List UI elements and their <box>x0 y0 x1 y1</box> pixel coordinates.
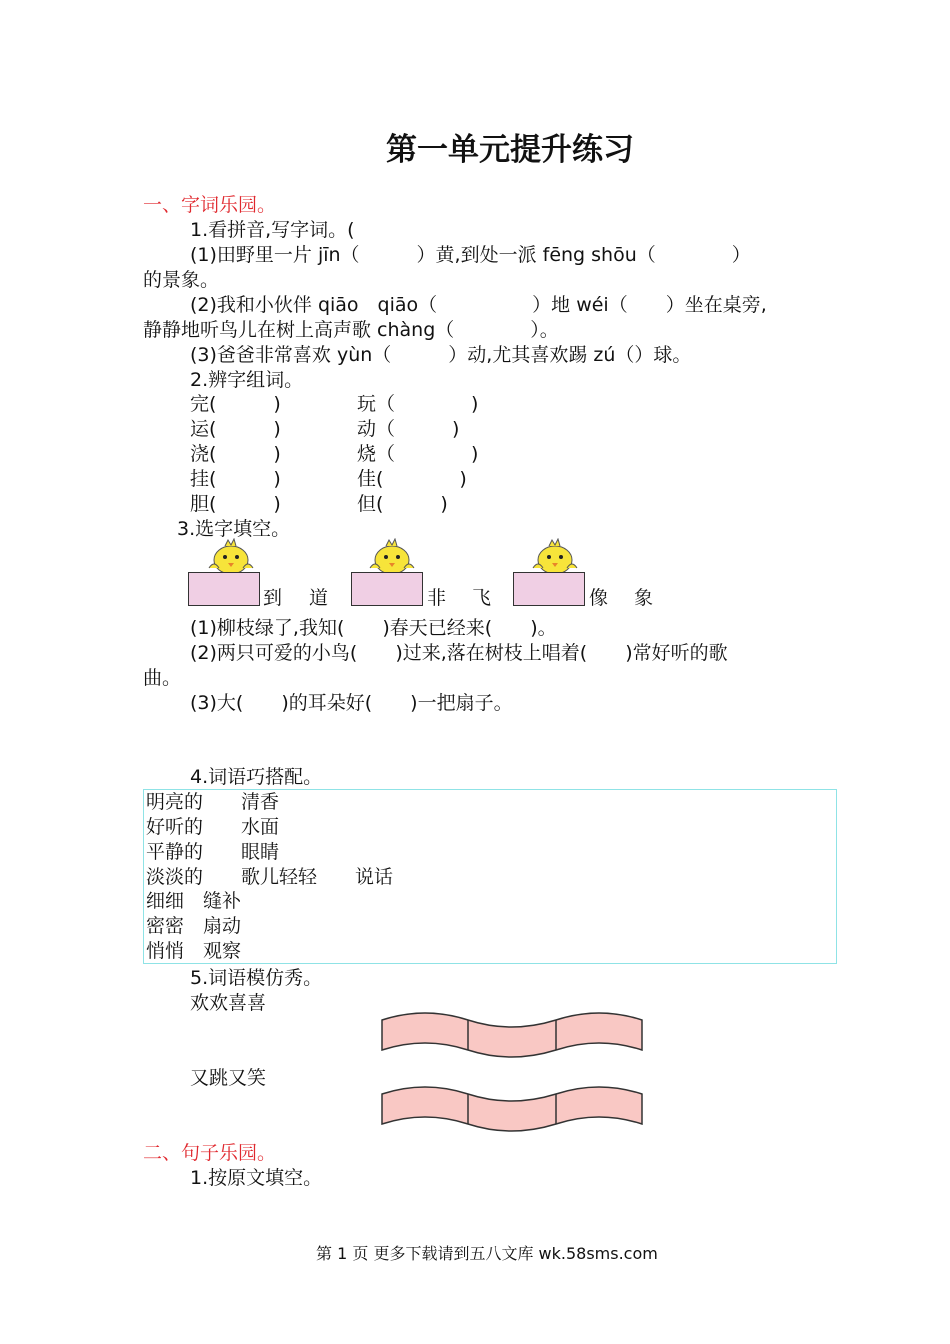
q4-line: 密密 扇动 <box>146 915 242 937</box>
chick-icon <box>527 538 583 574</box>
q4-line: 平静的 眼睛 <box>146 841 280 863</box>
q1-item1: (1)田野里一片 jīn（ ）黄,到处一派 fēng shōu（ ） <box>190 244 751 266</box>
q2-row-left: 运( ) <box>190 418 281 440</box>
q2-row-right: 玩（ ) <box>357 393 479 415</box>
q3-label: 3.选字填空。 <box>177 518 291 540</box>
q4-line: 悄悄 观察 <box>146 940 242 962</box>
q3-choice: 道 <box>309 587 329 609</box>
q1-label: 1.看拼音,写字词。( <box>190 219 355 241</box>
q3-choice: 象 <box>634 587 654 609</box>
chick-icon <box>364 538 420 574</box>
q3-choice: 到 <box>263 587 283 609</box>
answer-banner <box>378 1012 648 1060</box>
q3-choice: 飞 <box>472 587 492 609</box>
q5-word: 又跳又笑 <box>190 1067 267 1089</box>
q4-label: 4.词语巧搭配。 <box>190 766 323 788</box>
q3-item3: (3)大( )的耳朵好( )一把扇子。 <box>190 692 513 714</box>
section1-heading: 一、字词乐园。 <box>143 194 277 216</box>
q2-row-left: 挂( ) <box>190 468 281 490</box>
sign-board <box>513 572 585 606</box>
q3-choice: 非 <box>427 587 447 609</box>
q2-row-right: 佳( ) <box>357 468 467 490</box>
q1-item2-cont: 静静地听鸟儿在树上高声歌 chàng（ ）。 <box>143 319 559 341</box>
page-footer: 第 1 页 更多下载请到五八文库 wk.58sms.com <box>316 1244 658 1263</box>
q2-row-left: 完( ) <box>190 393 281 415</box>
q5-label: 5.词语模仿秀。 <box>190 967 323 989</box>
q3-item2-cont: 曲。 <box>143 667 182 689</box>
q1-item2: (2)我和小伙伴 qiāo qiāo（ ）地 wéi（ ）坐在桌旁, <box>190 294 767 316</box>
q3-choice: 像 <box>589 587 609 609</box>
q4-line: 明亮的 清香 <box>146 791 280 813</box>
page-title: 第一单元提升练习 <box>386 132 634 168</box>
sign-board <box>188 572 260 606</box>
q2-row-right: 烧（ ) <box>357 443 479 465</box>
q4-line: 淡淡的 歌儿轻轻 说话 <box>146 866 394 888</box>
q2-row-left: 浇( ) <box>190 443 281 465</box>
chick-icon <box>203 538 259 574</box>
q1-item1-cont: 的景象。 <box>143 269 220 291</box>
q5-word: 欢欢喜喜 <box>190 992 267 1014</box>
s2-q1-label: 1.按原文填空。 <box>190 1167 323 1189</box>
section2-heading: 二、句子乐园。 <box>143 1142 277 1164</box>
q2-label: 2.辨字组词。 <box>190 369 304 391</box>
q2-row-left: 胆( ) <box>190 493 281 515</box>
sign-board <box>351 572 423 606</box>
q3-item2: (2)两只可爱的小鸟( )过来,落在树枝上唱着( )常好听的歌 <box>190 642 728 664</box>
q2-row-right: 动（ ) <box>357 418 460 440</box>
q2-row-right: 但( ) <box>357 493 448 515</box>
q3-item1: (1)柳枝绿了,我知( )春天已经来( )。 <box>190 617 557 639</box>
q1-item3: (3)爸爸非常喜欢 yùn（ ）动,尤其喜欢踢 zú（）球。 <box>190 344 692 366</box>
q4-line: 好听的 水面 <box>146 816 280 838</box>
answer-banner <box>378 1086 648 1134</box>
q4-line: 细细 缝补 <box>146 890 242 912</box>
